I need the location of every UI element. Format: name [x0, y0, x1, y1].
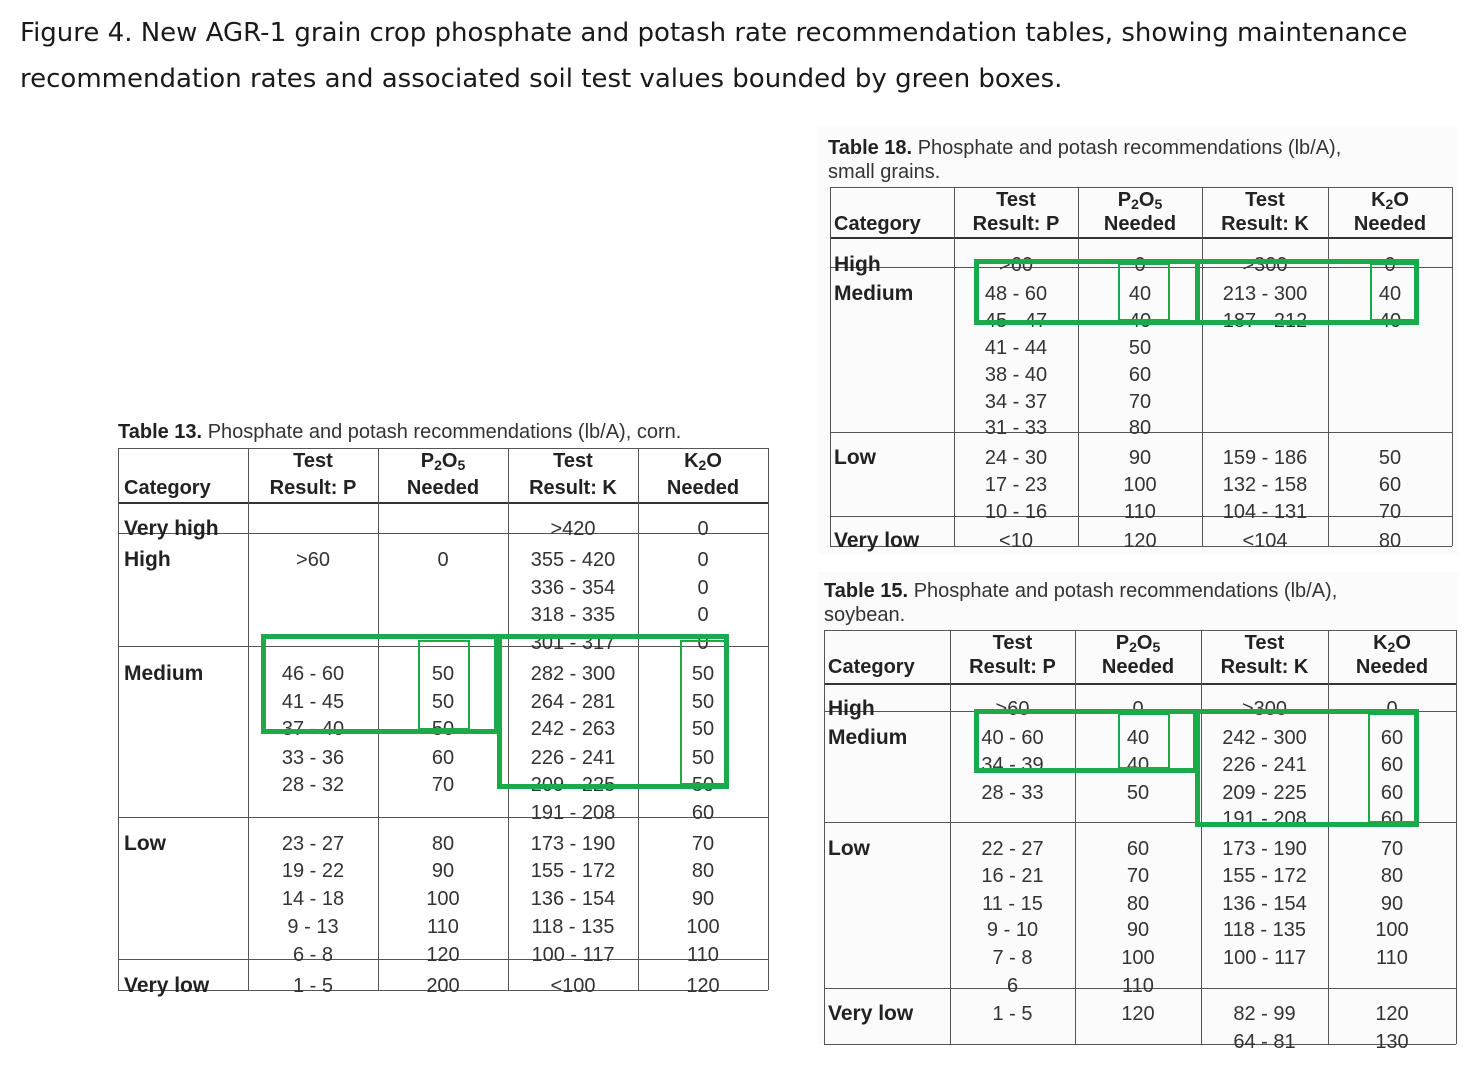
- cell-test-result-p: 41 - 44: [984, 337, 1048, 359]
- cell-k2o-needed: 110: [687, 944, 719, 966]
- cell-p2o5-needed: 50: [1128, 337, 1152, 359]
- cell-test-result-k: >300: [1241, 698, 1288, 720]
- row-category: Very low: [828, 1002, 914, 1025]
- cell-test-result-k: 155 - 172: [530, 860, 616, 882]
- row-category: Medium: [828, 726, 908, 749]
- cell-test-result-p: 14 - 18: [281, 888, 345, 910]
- cell-test-result-p: 34 - 37: [984, 391, 1048, 413]
- cell-k2o-needed: 50: [691, 663, 715, 685]
- cell-test-result-p: <10: [999, 530, 1033, 552]
- cell-k2o-needed: 70: [1380, 838, 1404, 860]
- cell-k2o-needed: 120: [686, 975, 720, 997]
- cell-k2o-needed: 130: [1375, 1031, 1409, 1053]
- table-title-text: Phosphate and potash recommendations (lb/A), corn.: [207, 421, 682, 443]
- cell-test-result-p: 7 - 8: [992, 947, 1033, 969]
- cell-test-result-k: 282 - 300: [530, 663, 616, 685]
- cell-test-result-k: 173 - 190: [1222, 838, 1307, 860]
- header-k2o-line2: Needed: [666, 477, 740, 499]
- cell-test-result-k: >420: [550, 518, 596, 540]
- cell-p2o5-needed: 100: [426, 888, 460, 910]
- header-test-p-line2: Result: P: [972, 213, 1060, 235]
- header-p2o5-line2: Needed: [1101, 656, 1175, 678]
- cell-test-result-k: 173 - 190: [530, 833, 616, 855]
- header-test-p-line1: Test: [293, 450, 333, 472]
- cell-k2o-needed: 50: [691, 691, 715, 713]
- cell-test-result-k: <104: [1242, 530, 1288, 552]
- cell-test-result-k: 104 - 131: [1222, 501, 1308, 523]
- cell-test-result-p: 41 - 45: [281, 691, 345, 713]
- cell-k2o-needed: 70: [1378, 501, 1402, 523]
- row-category: Medium: [834, 282, 914, 305]
- header-p2o5-line1: $P_2O_5$: [1117, 189, 1163, 212]
- cell-k2o-needed: 50: [691, 774, 715, 796]
- row-category: Very low: [834, 529, 920, 552]
- cell-p2o5-needed: 60: [1128, 364, 1152, 386]
- cell-k2o-needed: 0: [1386, 698, 1398, 720]
- cell-k2o-needed: 0: [1384, 254, 1396, 276]
- figure-caption: Figure 4. New AGR-1 grain crop phosphate and potash rate recommendation tables, showing maintenance recommendation rates and associated soil test values bounded by green boxes.: [20, 18, 1408, 94]
- cell-test-result-p: 1 - 5: [992, 1003, 1033, 1025]
- cell-test-result-k: 159 - 186: [1222, 447, 1308, 469]
- header-p2o5-line1: $P_2O_5$: [420, 450, 466, 473]
- cell-p2o5-needed: 100: [1121, 947, 1155, 969]
- cell-p2o5-needed: 40: [1126, 727, 1150, 749]
- cell-test-result-p: 31 - 33: [984, 417, 1048, 439]
- header-test-k-line2: Result: K: [1220, 656, 1309, 678]
- cell-k2o-needed: 40: [1378, 283, 1402, 305]
- header-test-k-line2: Result: K: [529, 477, 617, 499]
- cell-p2o5-needed: 120: [1121, 1003, 1155, 1025]
- table-column-rule: [1456, 630, 1457, 1044]
- cell-test-result-k: 155 - 172: [1222, 865, 1307, 887]
- cell-p2o5-needed: 0: [1132, 698, 1144, 720]
- cell-test-result-k: 136 - 154: [530, 888, 616, 910]
- cell-p2o5-needed: 100: [1123, 474, 1157, 496]
- cell-p2o5-needed: 50: [431, 718, 455, 740]
- cell-test-result-k: 191 - 208: [1222, 808, 1307, 830]
- cell-test-result-k: 191 - 208: [530, 802, 616, 824]
- cell-k2o-needed: 60: [691, 802, 715, 824]
- cell-test-result-k: 209 - 225: [1222, 782, 1307, 804]
- cell-test-result-k: 242 - 300: [1222, 727, 1307, 749]
- cell-p2o5-needed: 80: [1126, 893, 1150, 915]
- cell-p2o5-needed: 80: [1128, 417, 1152, 439]
- cell-k2o-needed: 90: [1380, 893, 1404, 915]
- header-p2o5-line1: $P_2O_5$: [1115, 632, 1161, 655]
- cell-k2o-needed: 60: [1380, 782, 1404, 804]
- cell-p2o5-needed: 70: [431, 774, 455, 796]
- cell-p2o5-needed: 110: [427, 916, 459, 938]
- cell-p2o5-needed: 50: [1126, 782, 1150, 804]
- maintenance-highlight-box: [1368, 713, 1416, 823]
- cell-test-result-k: 118 - 135: [1222, 919, 1307, 941]
- cell-test-result-k: 264 - 281: [530, 691, 616, 713]
- table-title-text: Phosphate and potash recommendations (lb/A), small grains.: [828, 137, 1342, 183]
- cell-test-result-p: 9 - 10: [986, 919, 1039, 941]
- cell-test-result-p: 24 - 30: [984, 447, 1048, 469]
- cell-k2o-needed: 50: [1378, 447, 1402, 469]
- cell-p2o5-needed: 60: [1126, 838, 1150, 860]
- cell-k2o-needed: 60: [1380, 727, 1404, 749]
- cell-k2o-needed: 40: [1378, 310, 1402, 332]
- cell-test-result-p: 45 - 47: [984, 310, 1048, 332]
- header-k2o-line2: Needed: [1355, 656, 1429, 678]
- cell-test-result-k: 355 - 420: [530, 549, 616, 571]
- cell-test-result-k: 100 - 117: [1222, 947, 1307, 969]
- cell-test-result-p: 48 - 60: [984, 283, 1048, 305]
- header-k2o-line1: $K_2O$: [1373, 632, 1411, 655]
- header-category: Category: [124, 477, 211, 499]
- cell-p2o5-needed: 90: [1128, 447, 1152, 469]
- cell-test-result-k: 301 - 317: [530, 632, 616, 654]
- cell-p2o5-needed: 50: [431, 663, 455, 685]
- cell-test-result-p: 1 - 5: [292, 975, 334, 997]
- header-test-k-line1: Test: [1244, 632, 1285, 654]
- cell-test-result-p: 37 - 40: [281, 718, 345, 740]
- cell-test-result-p: >60: [999, 254, 1033, 276]
- table-column-rule: [824, 630, 825, 1044]
- cell-test-result-p: 19 - 22: [281, 860, 345, 882]
- cell-k2o-needed: 0: [697, 577, 709, 599]
- table-title: [824, 579, 1384, 627]
- table-title-text: Phosphate and potash recommendations (lb/A), soybean.: [824, 580, 1338, 626]
- cell-test-result-k: >300: [1242, 254, 1288, 276]
- cell-p2o5-needed: 70: [1126, 865, 1150, 887]
- header-test-k-line1: Test: [1245, 189, 1285, 211]
- header-test-p-line2: Result: P: [269, 477, 357, 499]
- cell-test-result-p: 10 - 16: [984, 501, 1048, 523]
- header-p2o5-line2: Needed: [406, 477, 480, 499]
- cell-test-result-k: 226 - 241: [1222, 754, 1307, 776]
- header-test-p-line1: Test: [996, 189, 1036, 211]
- cell-test-result-p: 33 - 36: [281, 747, 345, 769]
- cell-test-result-k: 132 - 158: [1222, 474, 1308, 496]
- cell-p2o5-needed: 110: [1122, 975, 1154, 997]
- cell-test-result-p: 11 - 15: [982, 893, 1043, 915]
- maintenance-highlight-box: [1118, 713, 1170, 769]
- cell-k2o-needed: 90: [691, 888, 715, 910]
- table-number: Table 15.: [824, 580, 909, 602]
- cell-test-result-p: 9 - 13: [287, 916, 339, 938]
- cell-k2o-needed: 100: [686, 916, 720, 938]
- cell-k2o-needed: 60: [1378, 474, 1402, 496]
- cell-p2o5-needed: 40: [1126, 754, 1150, 776]
- cell-test-result-k: 226 - 241: [530, 747, 616, 769]
- row-category: Low: [834, 446, 876, 469]
- cell-k2o-needed: 110: [1376, 947, 1408, 969]
- cell-p2o5-needed: 40: [1128, 310, 1152, 332]
- cell-test-result-p: 28 - 32: [281, 774, 345, 796]
- cell-test-result-k: 187 - 212: [1222, 310, 1308, 332]
- cell-p2o5-needed: 0: [1134, 254, 1146, 276]
- header-category: Category: [828, 656, 915, 678]
- cell-k2o-needed: 50: [691, 718, 715, 740]
- header-category: Category: [834, 213, 921, 235]
- header-k2o-line2: Needed: [1353, 213, 1427, 235]
- cell-p2o5-needed: 200: [426, 975, 460, 997]
- header-test-k-line2: Result: K: [1221, 213, 1309, 235]
- cell-k2o-needed: 0: [697, 632, 709, 654]
- cell-p2o5-needed: 0: [437, 549, 449, 571]
- cell-k2o-needed: 0: [697, 518, 709, 540]
- table-row-rule: [824, 683, 1456, 685]
- cell-test-result-p: 46 - 60: [281, 663, 345, 685]
- cell-test-result-k: 209 - 225: [530, 774, 616, 796]
- cell-test-result-k: 213 - 300: [1222, 283, 1308, 305]
- cell-p2o5-needed: 90: [431, 860, 455, 882]
- cell-test-result-p: 38 - 40: [984, 364, 1048, 386]
- header-k2o-line1: $K_2O$: [1371, 189, 1409, 212]
- cell-test-result-p: 23 - 27: [281, 833, 345, 855]
- header-test-p-line2: Result: P: [969, 656, 1056, 678]
- header-test-k-line1: Test: [553, 450, 593, 472]
- cell-test-result-p: 17 - 23: [984, 474, 1048, 496]
- cell-test-result-k: 336 - 354: [530, 577, 616, 599]
- cell-k2o-needed: 80: [1380, 865, 1404, 887]
- cell-p2o5-needed: 50: [431, 691, 455, 713]
- cell-test-result-k: 136 - 154: [1222, 893, 1307, 915]
- row-category: High: [828, 697, 875, 720]
- cell-k2o-needed: 100: [1375, 919, 1409, 941]
- cell-test-result-k: 118 - 135: [531, 916, 615, 938]
- header-k2o-line1: $K_2O$: [684, 450, 722, 473]
- cell-p2o5-needed: 60: [431, 747, 455, 769]
- cell-k2o-needed: 120: [1375, 1003, 1409, 1025]
- cell-test-result-p: 22 - 27: [981, 838, 1044, 860]
- cell-test-result-p: >60: [296, 549, 330, 571]
- cell-test-result-p: 6: [1006, 975, 1019, 997]
- cell-k2o-needed: 60: [1380, 754, 1404, 776]
- cell-test-result-p: >60: [995, 698, 1030, 720]
- cell-test-result-k: 100 - 117: [531, 944, 615, 966]
- row-category: High: [124, 548, 171, 571]
- cell-p2o5-needed: 120: [1123, 530, 1157, 552]
- cell-k2o-needed: 50: [691, 747, 715, 769]
- row-category: Medium: [124, 662, 204, 685]
- row-category: Very high: [124, 517, 219, 540]
- cell-test-result-k: 82 - 99: [1233, 1003, 1296, 1025]
- table-number: Table 13.: [118, 421, 203, 443]
- cell-p2o5-needed: 120: [426, 944, 460, 966]
- cell-k2o-needed: 0: [697, 549, 709, 571]
- cell-k2o-needed: 70: [691, 833, 715, 855]
- cell-test-result-k: 64 - 81: [1233, 1031, 1296, 1053]
- cell-k2o-needed: 80: [691, 860, 715, 882]
- cell-k2o-needed: 60: [1380, 808, 1404, 830]
- cell-test-result-k: 318 - 335: [530, 604, 616, 626]
- row-category: Low: [124, 832, 166, 855]
- cell-p2o5-needed: 70: [1128, 391, 1152, 413]
- row-category: High: [834, 253, 881, 276]
- cell-k2o-needed: 0: [697, 604, 709, 626]
- cell-k2o-needed: 80: [1378, 530, 1402, 552]
- row-category: Very low: [124, 974, 210, 997]
- cell-p2o5-needed: 80: [431, 833, 455, 855]
- table-number: Table 18.: [828, 137, 913, 159]
- cell-test-result-k: <100: [550, 975, 596, 997]
- cell-test-result-p: 40 - 60: [981, 727, 1044, 749]
- header-p2o5-line2: Needed: [1103, 213, 1177, 235]
- cell-test-result-p: 6 - 8: [292, 944, 334, 966]
- cell-p2o5-needed: 90: [1126, 919, 1150, 941]
- cell-test-result-k: 242 - 263: [530, 718, 616, 740]
- header-test-p-line1: Test: [992, 632, 1033, 654]
- cell-test-result-p: 34 - 39: [981, 754, 1044, 776]
- cell-test-result-p: 28 - 33: [981, 782, 1044, 804]
- cell-p2o5-needed: 110: [1124, 501, 1156, 523]
- cell-p2o5-needed: 40: [1128, 283, 1152, 305]
- row-category: Low: [828, 837, 870, 860]
- cell-test-result-p: 16 - 21: [981, 865, 1044, 887]
